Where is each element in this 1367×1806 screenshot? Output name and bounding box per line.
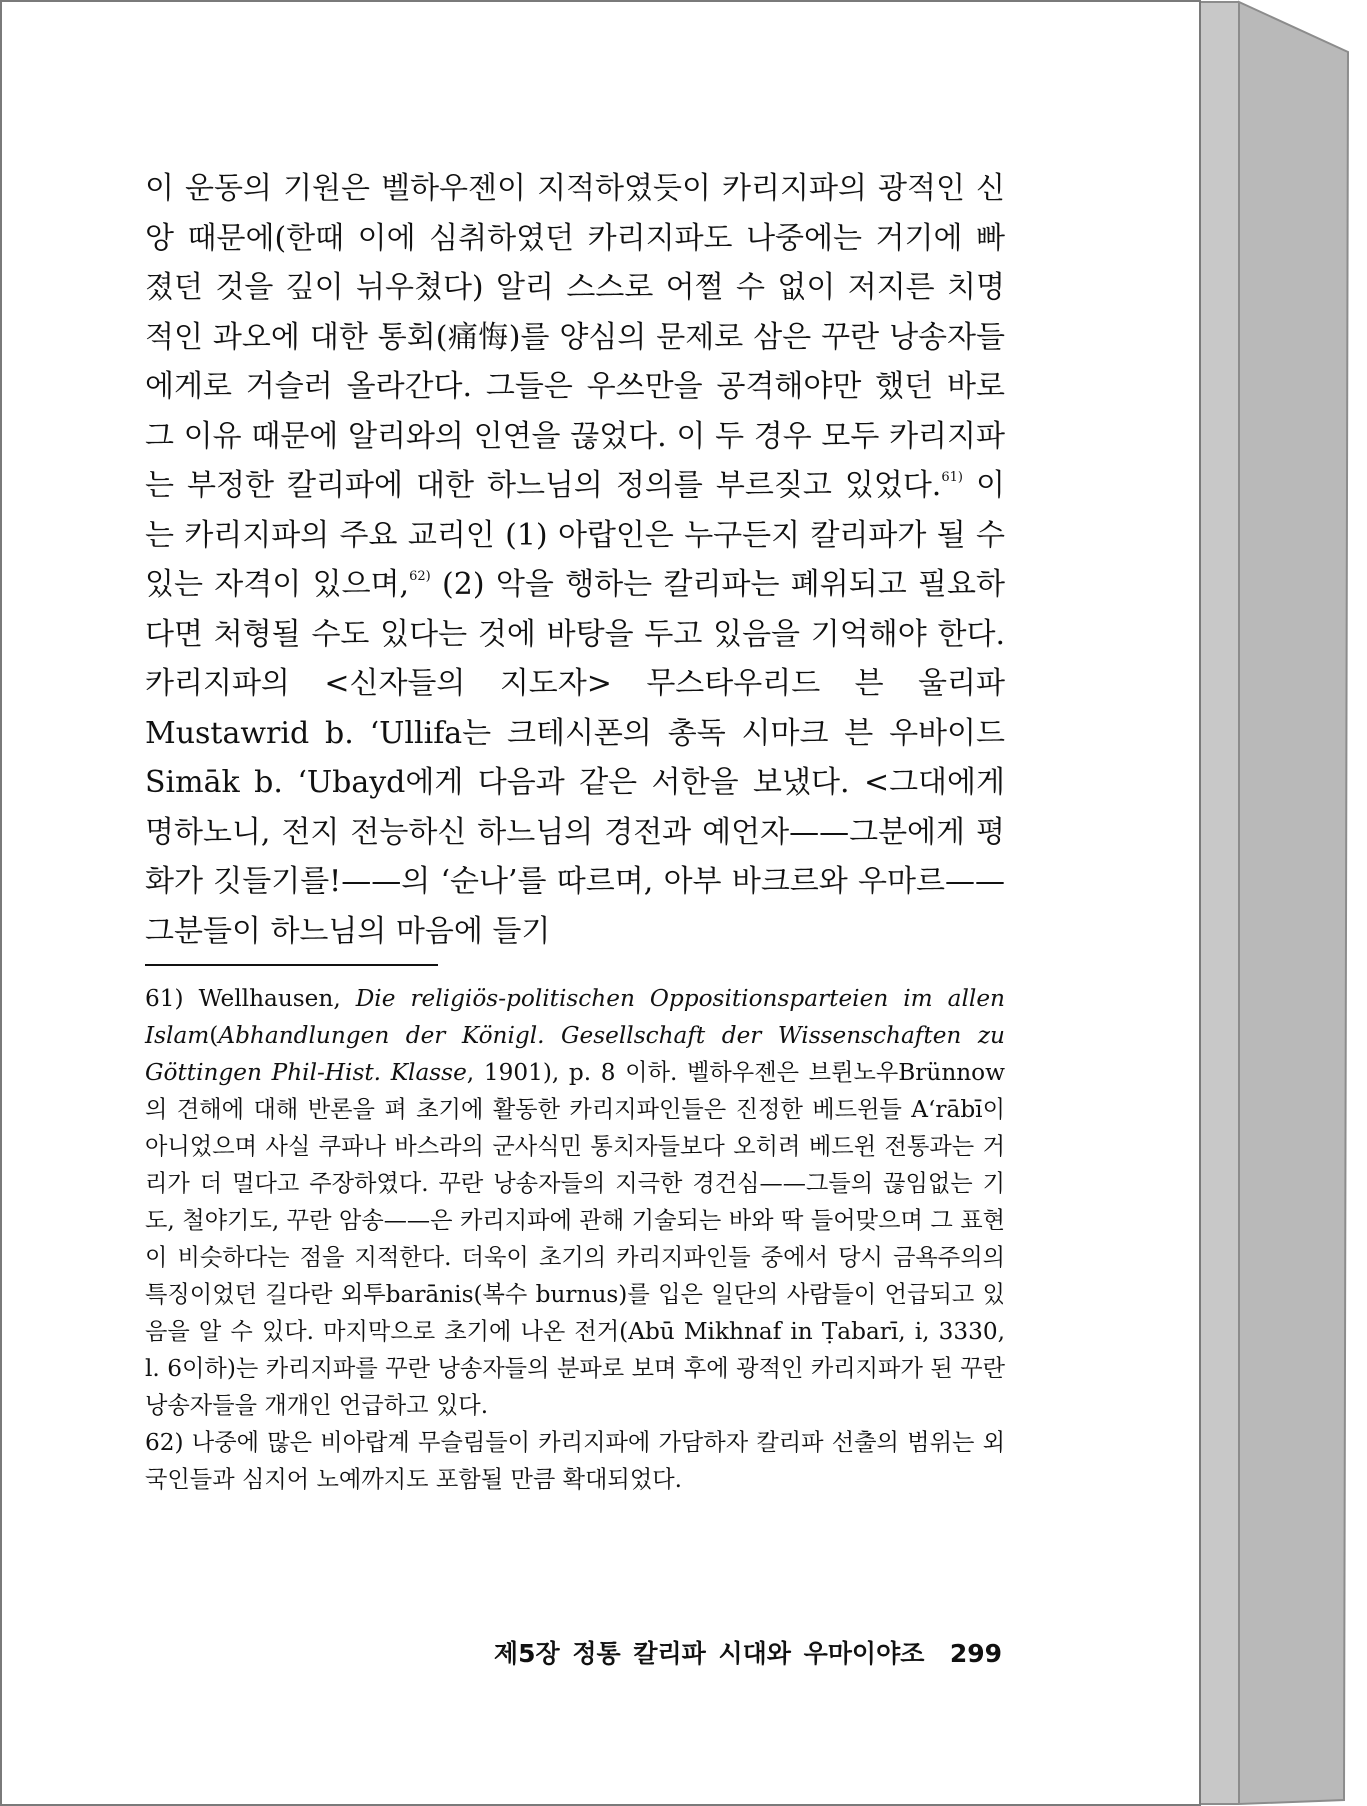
footnote-separator <box>145 964 438 966</box>
page-number: 299 <box>949 1639 1002 1668</box>
chapter-title: 제5장 정통 칼리파 시대와 우마이야조 <box>493 1639 925 1668</box>
body-paragraph <box>145 164 1005 956</box>
footnote-text: , 1901), p. 8 이하. 벨하우젠은 브륀노우Brünnow의 견해에 대해 반론을 펴 초기에 활동한 카리지파인들은 진정한 베드윈들 A‘rābī이 아니었으며 사실 쿠파나 바스라의 군사식민 통치자들보다 오히려 베드윈 전통과는 거리가 더 멀다고 주장하였다. 꾸란 낭송자들의 지극한 경건심——그들의 끊임없는 기도, 철야기도, 꾸란 암송——은 카리지파에 관해 기술되는 바와 딱 들어맞으며 그 표현이 비슷하다는 점을 지적한다. 더욱이 초기의 카리지파인들 중에서 당시 금욕주의의 특징이었던 길다란 외투barānis(복수 burnus)를 입은 일단의 사람들이 언급되고 있음을 알 수 있다. 마지막으로 초기에 나온 전거(Abū Mikhnaf in Ṭabarī, i, 3330, l. 6이하)는 카리지파를 꾸란 낭송자들의 분파로 보며 후에 광적인 카리지파가 된 꾸란 낭송자들을 개개인 언급하고 있다. <box>145 1059 1005 1419</box>
footnote-62 <box>145 1424 1005 1498</box>
footnote-label: 61) <box>145 985 184 1012</box>
body-text-part-2: 이는 카리지파의 주요 교리인 (1) 아랍인은 누구든지 칼리파가 될 수 있는 자격이 있으며, <box>145 468 1005 602</box>
body-text-part-1: 이 운동의 기원은 벨하우젠이 지적하였듯이 카리지파의 광적인 신앙 때문에(한때 이에 심취하였던 카리지파도 나중에는 거기에 빠졌던 것을 깊이 뉘우쳤다) 알리 스스로 어쩔 수 없이 저지른 치명적인 과오에 대한 통회(痛悔)를 양심의 문제로 삼은 꾸란 낭송자들에게로 거슬러 올라간다. 그들은 우쓰만을 공격해야만 했던 바로 그 이유 때문에 알리와의 인연을 끊었다. 이 두 경우 모두 카리지파는 부정한 칼리파에 대한 하느님의 정의를 부르짖고 있었다. <box>145 171 1005 503</box>
footnote-text: 나중에 많은 비아랍계 무슬림들이 카리지파에 가담하자 칼리파 선출의 범위는 외국인들과 심지어 노예까지도 포함될 만큼 확대되었다. <box>145 1429 1005 1493</box>
footnote-text: Wellhausen, <box>183 985 356 1012</box>
footnote-ref-61[interactable]: 61) <box>941 470 963 485</box>
footnotes <box>145 980 1005 1498</box>
running-footer <box>482 1634 1002 1670</box>
footnote-series-italic: Abhandlungen der Königl. Gesellschaft der Wissenschaften zu Göttingen Phil-Hist. Klasse <box>145 1022 1005 1086</box>
body-text-part-3: (2) 악을 행하는 칼리파는 폐위되고 필요하다면 처형될 수도 있다는 것에 바탕을 두고 있음을 기억해야 한다. 카리지파의 <신자들의 지도자> 무스타우리드 븐 울리파 Mustawrid b. ‘Ullifa는 크테시폰의 총독 시마크 븐 우바이드 Simāk b. ‘Ubayd에게 다음과 같은 서한을 보냈다. <그대에게 명하노니, 전지 전능하신 하느님의 경전과 예언자——그분에게 평화가 깃들기를!——의 ‘순나’를 따르며, 아부 바크르와 우마르——그분들이 하느님의 마음에 들기 <box>145 567 1005 949</box>
footnote-61 <box>145 980 1005 1424</box>
footnote-text: ( <box>209 1022 219 1049</box>
page-stack-edge <box>1199 0 1367 1806</box>
footnote-title-italic: Die religiös-politischen Oppositionsparteien im allen Islam <box>145 985 1005 1049</box>
footnote-ref-62[interactable]: 62) <box>409 569 431 584</box>
footnote-label: 62) <box>145 1429 184 1456</box>
